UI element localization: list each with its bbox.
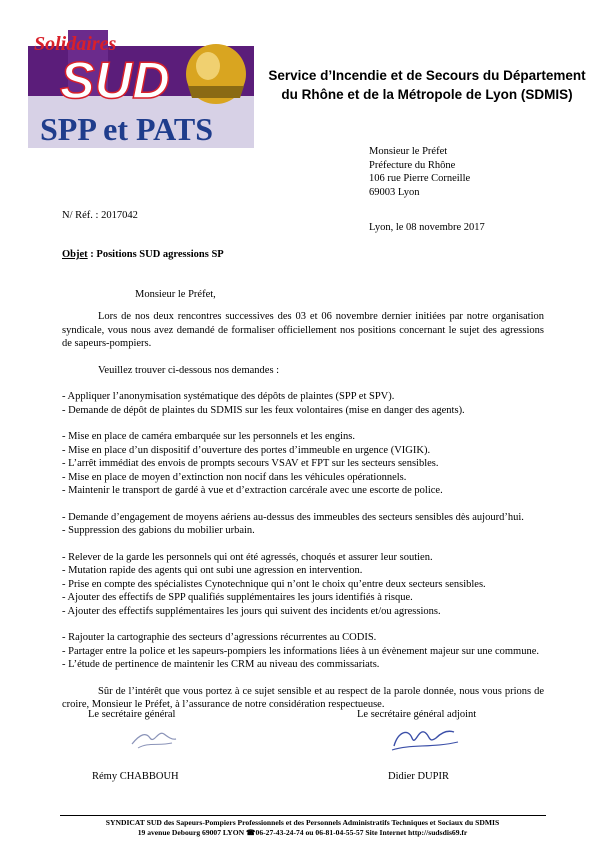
organization-title bbox=[262, 66, 592, 104]
demand-item: - L’étude de pertinence de maintenir les CRM au niveau des commissariats. bbox=[62, 659, 380, 670]
letter-footer bbox=[40, 818, 565, 838]
subject-text: : Positions SUD agressions SP bbox=[87, 249, 224, 260]
demand-group bbox=[62, 511, 544, 538]
demand-item: - Mutation rapide des agents qui ont subi une agression en intervention. bbox=[62, 565, 363, 576]
demand-item: - Mise en place de moyen d’extinction non nocif dans les véhicules opérationnels. bbox=[62, 471, 407, 483]
recipient-line: Préfecture du Rhône bbox=[369, 159, 456, 171]
demand-group bbox=[62, 430, 544, 498]
footer-line2: 19 avenue Debourg 69007 LYON ☎06-27-43-24-74 ou 06-81-04-55-57 Site Internet http://sudsdis69.fr bbox=[137, 828, 468, 837]
footer-divider bbox=[60, 815, 546, 816]
demands-intro: Veuillez trouver ci-dessous nos demandes : bbox=[98, 364, 280, 376]
right-signatory-name: Didier DUPIR bbox=[388, 771, 449, 782]
demand-item: - Prise en compte des spécialistes Cynotechnique qui n’ont le choix qu’entre deux secteurs sensibles. bbox=[62, 578, 486, 590]
footer-line1: SYNDICAT SUD des Sapeurs-Pompiers Professionnels et des Personnels Administratifs Techniques et Sociaux du SDMIS bbox=[105, 818, 500, 827]
demand-item: - Rajouter la cartographie des secteurs d’agressions récurrentes au CODIS. bbox=[62, 632, 377, 643]
logo-bottom-text: SPP et PATS bbox=[40, 111, 214, 147]
organization-title-line1: Service d’Incendie et de Secours du Département bbox=[268, 68, 586, 83]
demand-item: - Demande de dépôt de plaintes du SDMIS sur les feux volontaires (mise en danger des agents). bbox=[62, 404, 465, 416]
recipient-line: 69003 Lyon bbox=[369, 186, 420, 198]
organization-title-line2: du Rhône et de la Métropole de Lyon (SDMIS) bbox=[281, 87, 573, 102]
demand-item: - Ajouter des effectifs de SPP qualifiés supplémentaires les jours identifiés à risque. bbox=[62, 592, 413, 603]
reference-number: N/ Réf. : 2017042 bbox=[62, 210, 138, 221]
recipient-address bbox=[369, 145, 470, 199]
demand-item: - Appliquer l’anonymisation systématique des dépôts de plaintes (SPP et SPV). bbox=[62, 391, 395, 402]
demand-item: - Partager entre la police et les sapeurs-pompiers les informations liées à un évènement majeur sur une commune. bbox=[62, 645, 540, 657]
signature-icon bbox=[388, 720, 460, 756]
demand-item: - L’arrêt immédiat des envois de prompts secours VSAV et FPT sur les secteurs sensibles. bbox=[62, 458, 439, 469]
recipient-line: Monsieur le Préfet bbox=[369, 146, 448, 157]
left-signatory-title: Le secrétaire général bbox=[88, 709, 176, 720]
demand-item: - Maintenir le transport de gardé à vue et d’extraction carcérale avec une escorte de police. bbox=[62, 485, 443, 496]
demand-item: - Ajouter des effectifs supplémentaires les jours qui suivent des incidents et/ou agressions. bbox=[62, 605, 441, 617]
subject-keyword: Objet bbox=[62, 249, 88, 260]
letter-date: Lyon, le 08 novembre 2017 bbox=[369, 222, 485, 233]
demand-group bbox=[62, 631, 544, 672]
left-signatory-name: Rémy CHABBOUH bbox=[92, 771, 179, 782]
intro-paragraph: Lors de nos deux rencontres successives des 03 et 06 novembre dernier initiées par notre organisation syndicale, vous nous avez demandé de formaliser officiellement nos positions concernant le sujet des agressions de sapeurs-pompiers. bbox=[62, 311, 544, 349]
demand-item: - Mise en place de caméra embarquée sur les personnels et les engins. bbox=[62, 431, 356, 442]
logo-main-text: SUD bbox=[60, 52, 170, 110]
demand-group bbox=[62, 390, 544, 417]
demand-item: - Mise en place d’un dispositif d’ouverture des portes d’immeuble en urgence (VIGIK). bbox=[62, 444, 431, 456]
demand-item: - Demande d’engagement de moyens aériens au-dessus des immeubles des secteurs sensibles dès aujourd’hui. bbox=[62, 511, 524, 523]
recipient-line: 106 rue Pierre Corneille bbox=[369, 173, 471, 184]
sud-spp-pats-logo bbox=[28, 30, 254, 148]
logo-script-text: Solidaires bbox=[34, 33, 117, 55]
letter-body bbox=[62, 310, 544, 712]
right-signatory-title: Le secrétaire général adjoint bbox=[357, 709, 477, 720]
closing-paragraph: Sûr de l’intérêt que vous portez à ce sujet sensible et au respect de la parole donnée, nous vous prions de croire, Monsieur le Préfet, à l’assurance de notre considération respectueuse. bbox=[62, 685, 544, 710]
salutation: Monsieur le Préfet, bbox=[135, 289, 216, 300]
demand-item: - Relever de la garde les personnels qui ont été agressés, choqués et assurer leur soutien. bbox=[62, 551, 433, 563]
subject-line bbox=[62, 249, 224, 260]
demand-item: - Suppression des gabions du mobilier urbain. bbox=[62, 525, 255, 536]
signature-icon bbox=[128, 724, 178, 754]
demand-group bbox=[62, 551, 544, 619]
